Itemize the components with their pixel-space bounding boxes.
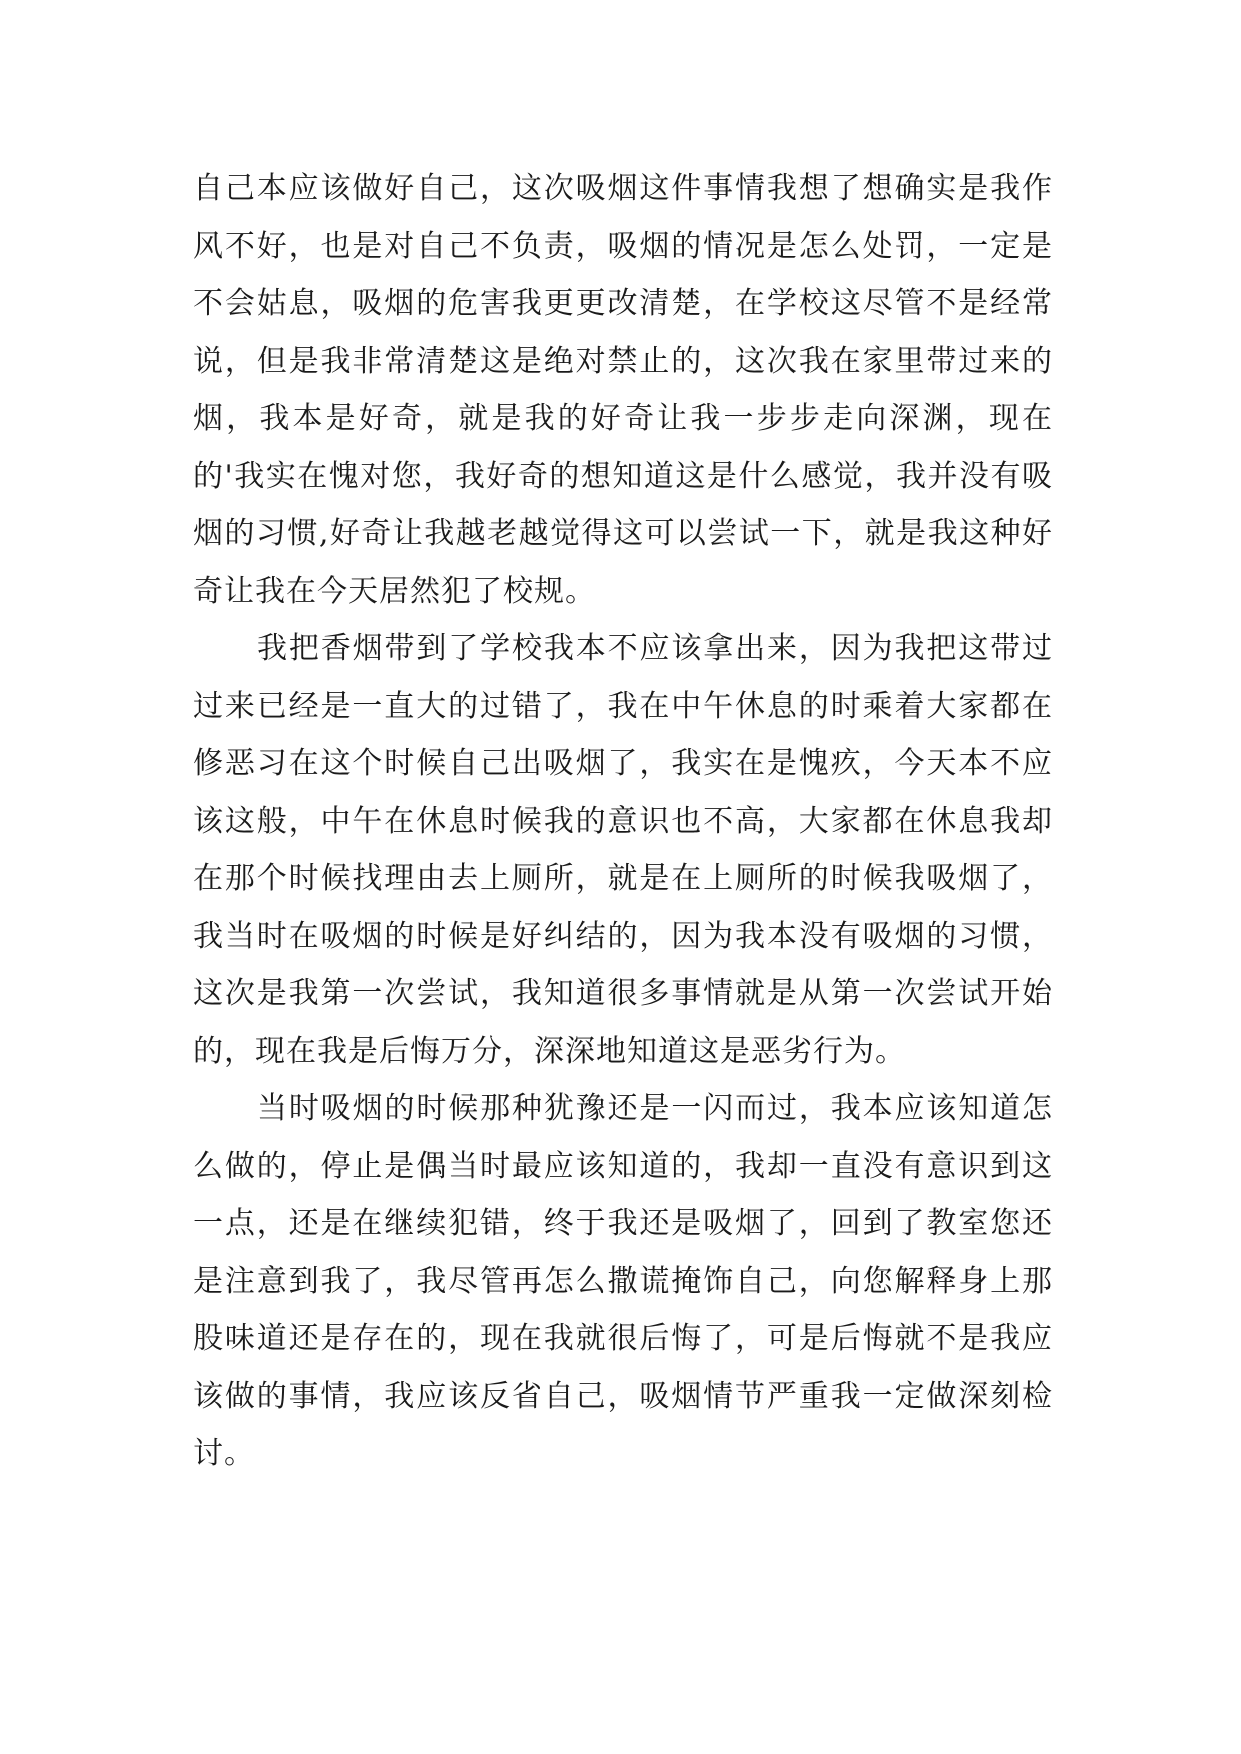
paragraph-2: 我把香烟带到了学校我本不应该拿出来，因为我把这带过过来已经是一直大的过错了，我在中午休息的时乘着大家都在修恶习在这个时候自己出吸烟了，我实在是愧疚，今天本不应该这般，中午在休息时候我的意识也不高，大家都在休息我却在那个时候找理由去上厕所，就是在上厕所的时候我吸烟了，我当时在吸烟的时候是好纠结的，因为我本没有吸烟的习惯，这次是我第一次尝试，我知道很多事情就是从第一次尝试开始的，现在我是后悔万分，深深地知道这是恶劣行为。 (193, 631, 1053, 1069)
document-body (193, 160, 1053, 1483)
paragraph-1: 自己本应该做好自己，这次吸烟这件事情我想了想确实是我作风不好，也是对自己不负责，吸烟的情况是怎么处罚，一定是不会姑息，吸烟的危害我更更改清楚，在学校这尽管不是经常说，但是我非常清楚这是绝对禁止的，这次我在家里带过来的烟，我本是好奇，就是我的好奇让我一步步走向深渊，现在的'我实在愧对您，我好奇的想知道这是什么感觉，我并没有吸烟的习惯,好奇让我越老越觉得这可以尝试一下，就是我这种好奇让我在今天居然犯了校规。 (193, 171, 1053, 609)
paragraph-3: 当时吸烟的时候那种犹豫还是一闪而过，我本应该知道怎么做的，停止是偶当时最应该知道的，我却一直没有意识到这一点，还是在继续犯错，终于我还是吸烟了，回到了教室您还是注意到我了，我尽管再怎么撒谎掩饰自己，向您解释身上那股味道还是存在的，现在我就很后悔了，可是后悔就不是我应该做的事情，我应该反省自己，吸烟情节严重我一定做深刻检讨。 (193, 1091, 1053, 1471)
